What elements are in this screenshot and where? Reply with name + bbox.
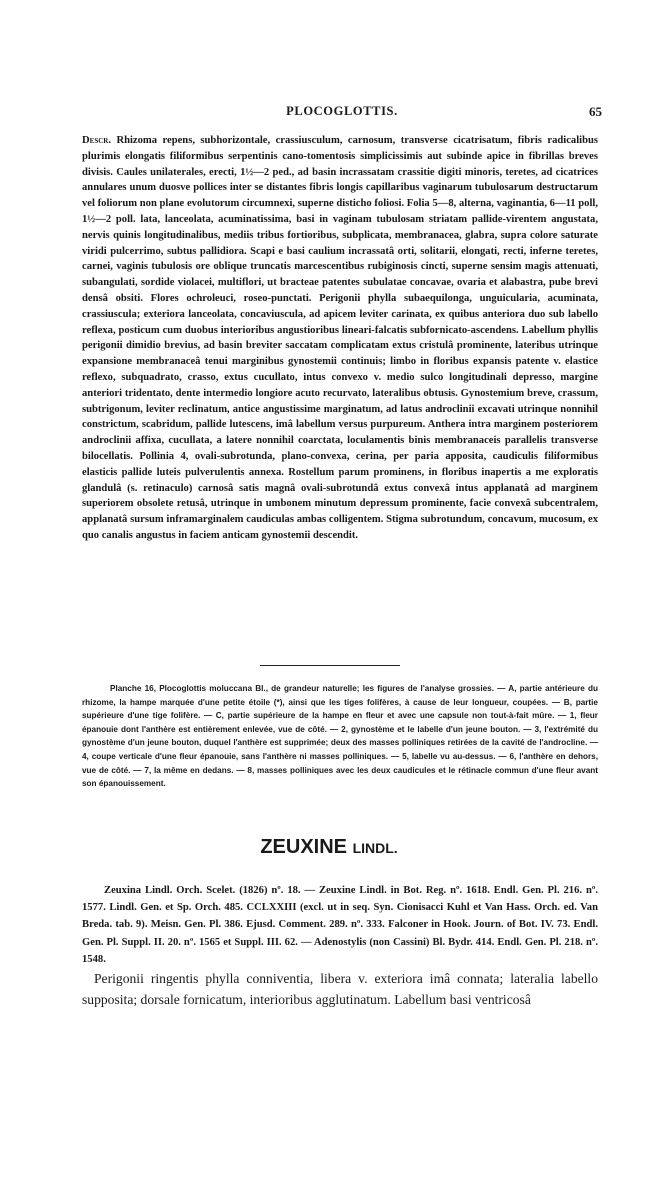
species-description <box>82 133 598 544</box>
page-number: 65 <box>589 104 602 119</box>
genus-author: LINDL. <box>352 840 398 856</box>
genus-synonymy: Zeuxina Lindl. Orch. Scelet. (1826) nº. 18. — Zeuxine Lindl. in Bot. Reg. nº. 1618. Endl. Gen. Pl. 216. nº. 1577. Lindl. Gen. et Sp. Orch. 485. CCLXXIII (excl. ut in seq. Syn. Cionisacci Kuhl et Van Hass. Orch. ed. Van Breda. tab. 9). Meisn. Gen. Pl. 386. Ejusd. Comment. 289. nº. 333. Falconer in Hook. Journ. of Bot. IV. 73. Endl. Gen. Pl. Suppl. II. 20. nº. 1565 et Suppl. III. 62. — Adenostylis (non Cassini) Bl. Bydr. 414. Endl. Gen. Pl. 218. nº. 1548. <box>82 885 598 965</box>
genus-heading <box>0 836 658 859</box>
running-head <box>82 104 602 124</box>
genus-description: Perigonii ringentis phylla conniventia, libera v. exteriora imâ connata; lateralia labello supposita; dorsale fornicatum, interioribus agglutinatum. Labellum basi ventricosâ <box>82 971 598 1007</box>
description-text: Rhizoma repens, subhorizontale, crassiusculum, carnosum, transverse cicatrisatum, fibris radicalibus plurimis elongatis filiformibus serpentinis cano-tomentosis simplicissimis aut subinde apice in fibrillas breves divisis. Caules unilaterales, erecti, 1½—2 ped., ad basin incrassatam crassitie digiti minoris, teretes, ad cicatrices annulares unum duosve pollices inter se distantes fibris longis capillaribus vaginarum tubulosarum destructarum vel foliorum non plane evolutorum circumnexi, superne disticho foliosi. Folia 5—8, alterna, vaginantia, 6—11 poll, 1½—2 poll. lata, lanceolata, acuminatissima, basi in vaginam tubulosam striatam pallide-virentem angustata, nervis quinis longitudinalibus, mediis tribus fortioribus, subplicata, membranacea, glabra, supra colore saturate viridi pulcerrimo, subtus pallidiora. Scapi e basi caulium incrassatâ orti, solitarii, elongati, recti, inferne teretes, carnei, vaginis tubulosis ore oblique truncatis marcescentibus rubiginosis cincti, superne sensim magis attenuati, subangulati, sordide violacei, multiflori, ut bracteae patentes subulatae concavae, ovaria et alabastra, pube brevi densâ obsiti. Flores ochroleuci, roseo-punctati. Perigonii phylla subaequilonga, unguicularia, acuminata, crassiuscula; exteriora lanceolata, concaviuscula, ad apicem leviter carinata, ex quibus anteriora duo sub labello reflexa, posticum cum duobus interioribus angustioribus lineari-falcatis subfornicato-ascendens. Labellum phyllis perigonii dimidio brevius, ad basin breviter saccatam complicatam extus cristulâ prominente, lateribus utrinque expansione membranaceâ tenui marginibus gynostemii continuis; limbo in floribus expansis patente v. elastice reflexo, subquadrato, crasso, extus cucullato, intus convexo v. medio sulco longitudinali depresso, margine anteriori tridentato, dente intermedio longiore acuto recurvato, lateralibus obtusis. Gynostemium breve, crassum, subtrigonum, leviter reclinatum, antice angustissime marginatum, ad latus androclinii excavati utrinque nonnihil constrictum, scabridum, pallide lutescens, imâ labellum versus purpureum. Anthera intra marginem posteriorem androclinii affixa, cucullata, a latere nonnihil coarctata, loculamentis binis membranaceis parallelis transverse bilocellatis. Pollinia 4, ovali-subrotunda, plano-convexa, cerina, per paria apposita, caudiculis filiformibus elasticis pallide luteis pulverulentis annexa. Rostellum parum prominens, in floribus inapertis a me exploratis glandulâ (s. retinaculo) carnosâ satis magnâ ovali-subrotundâ extus convexâ intus applanatâ ad marginem superiorem obsolete retusâ, utrinque in umbonem minutum depressum prominente, facie convexâ subcentralem, applanatâ sursum inframarginalem caudiculas ambas colligentem. Stigma subrotundum, concavum, mucosum, ex quo canalis angustus in faciem anticam gynostemii descendit. <box>82 135 598 541</box>
section-divider <box>260 665 400 666</box>
genus-name: ZEUXINE <box>260 836 347 858</box>
running-title: PLOCOGLOTTIS. <box>286 104 398 118</box>
description-label: Descr. <box>82 135 111 146</box>
plate-caption: Planche 16, Plocoglottis moluccana Bl., de grandeur naturelle; les figures de l'analyse grossies. — A, partie antérieure du rhizome, la hampe marquée d'une petite étoile (*), ainsi que les tiges folifères, à cause de leur longueur, coupées. — B, partie supérieure d'une tige folifère. — C, partie supérieure de la hampe en fleur et avec une capsule non tout-à-fait mûre. — 1, fleur épanouie dont l'anthère est entièrement enlevée, vue de côté. — 2, gynostème et le labelle d'un jeune bouton. — 3, l'extrémité du gynostème d'un jeune bouton, duquel l'anthère est supprimée; deux des masses polliniques retirées de la cavité de l'androcline. — 4, coupe verticale d'une fleur épanouie, sans l'anthère ni masses polliniques. — 5, labelle vu au-dessus. — 6, l'anthère en dehors, vue de côté. — 7, la même en dedans. — 8, masses polliniques avec les deux caudicules et le rétinacle commun d'une fleur avant son épanouissement. <box>82 684 598 789</box>
